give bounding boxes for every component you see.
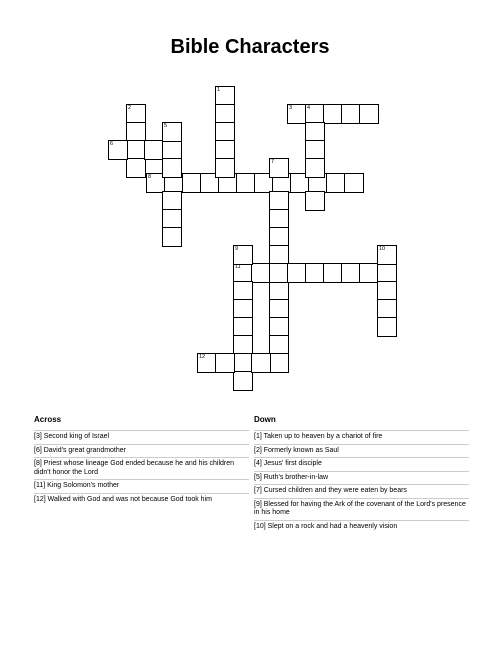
grid-cell[interactable] [269, 299, 289, 319]
down-clue-list [254, 430, 469, 533]
down-clue: [10] Slept on a rock and had a heavenly vision [254, 520, 469, 534]
down-clue: [4] Jesus' first disciple [254, 457, 469, 471]
across-clue-list [34, 430, 249, 506]
grid-cell[interactable] [269, 353, 289, 373]
grid-cell[interactable] [377, 299, 397, 319]
grid-cell[interactable] [233, 371, 253, 391]
down-clue: [5] Ruth's brother-in-law [254, 471, 469, 485]
across-clue: [8] Priest whose lineage God ended because he and his children didn't honor the Lord [34, 457, 249, 479]
clue-number-11: 11 [235, 264, 241, 270]
grid-cell[interactable] [341, 104, 361, 124]
grid-cell[interactable] [359, 104, 379, 124]
grid-cell[interactable] [162, 191, 182, 211]
grid-cell[interactable] [269, 227, 289, 247]
across-clue: [11] King Solomon's mother [34, 479, 249, 493]
grid-cell[interactable] [233, 335, 253, 355]
grid-cell[interactable] [269, 317, 289, 337]
grid-cell[interactable] [233, 299, 253, 319]
grid-cell[interactable] [233, 281, 253, 301]
grid-cell[interactable] [323, 104, 343, 124]
across-clue: [6] David's great grandmother [34, 444, 249, 458]
down-clue: [9] Blessed for having the Ark of the covenant of the Lord's presence in his home [254, 498, 469, 520]
down-heading: Down [254, 415, 276, 424]
grid-cell[interactable] [126, 158, 146, 178]
grid-cell[interactable] [269, 335, 289, 355]
grid-cell[interactable] [341, 263, 361, 283]
grid-cell[interactable] [215, 158, 235, 178]
clue-number-12: 12 [199, 354, 206, 360]
grid-cell[interactable] [126, 122, 146, 142]
grid-cell[interactable] [269, 245, 289, 265]
grid-cell[interactable] [236, 173, 256, 193]
grid-cell[interactable] [326, 173, 346, 193]
across-clue: [3] Second king of Israel [34, 430, 249, 444]
grid-cell[interactable] [162, 209, 182, 229]
down-clue: [2] Formerly known as Saul [254, 444, 469, 458]
clue-number-9: 9 [235, 246, 239, 252]
grid-cell[interactable] [182, 173, 202, 193]
grid-cell[interactable] [359, 263, 379, 283]
clue-number-4: 4 [307, 105, 311, 111]
grid-cell[interactable] [251, 263, 271, 283]
clue-number-7: 7 [271, 159, 275, 165]
grid-cell[interactable] [377, 281, 397, 301]
puzzle-title: Bible Characters [170, 36, 330, 58]
grid-cell[interactable] [305, 158, 325, 178]
grid-cell[interactable] [233, 317, 253, 337]
clue-number-8: 8 [148, 174, 152, 180]
grid-cell[interactable] [162, 140, 182, 160]
across-heading: Across [34, 415, 62, 424]
grid-cell[interactable] [215, 140, 235, 160]
clue-number-10: 10 [379, 246, 386, 252]
clue-number-6: 6 [110, 141, 114, 147]
clue-number-1: 1 [217, 87, 221, 93]
grid-cell[interactable] [215, 104, 235, 124]
grid-cell[interactable] [144, 140, 164, 160]
clue-number-2: 2 [128, 105, 132, 111]
down-clue: [7] Cursed children and they were eaten by bears [254, 484, 469, 498]
down-clue: [1] Taken up to heaven by a chariot of fire [254, 430, 469, 444]
grid-cell[interactable] [162, 158, 182, 178]
grid-cell[interactable] [215, 353, 235, 373]
clue-number-5: 5 [164, 123, 168, 129]
grid-cell[interactable] [344, 173, 364, 193]
grid-cell[interactable] [251, 353, 271, 373]
grid-cell[interactable] [126, 140, 146, 160]
grid-cell[interactable] [305, 140, 325, 160]
grid-cell[interactable] [305, 263, 325, 283]
grid-cell[interactable] [305, 122, 325, 142]
grid-cell[interactable] [269, 191, 289, 211]
grid-cell[interactable] [215, 122, 235, 142]
grid-cell[interactable] [162, 227, 182, 247]
grid-cell[interactable] [377, 317, 397, 337]
across-clue: [12] Walked with God and was not because God took him [34, 493, 249, 507]
grid-cell[interactable] [377, 263, 397, 283]
grid-cell[interactable] [287, 263, 307, 283]
grid-cell[interactable] [323, 263, 343, 283]
grid-cell[interactable] [269, 281, 289, 301]
grid-cell[interactable] [233, 353, 253, 373]
grid-cell[interactable] [269, 263, 289, 283]
grid-cell[interactable] [269, 209, 289, 229]
grid-cell[interactable] [305, 191, 325, 211]
clue-number-3: 3 [289, 105, 293, 111]
